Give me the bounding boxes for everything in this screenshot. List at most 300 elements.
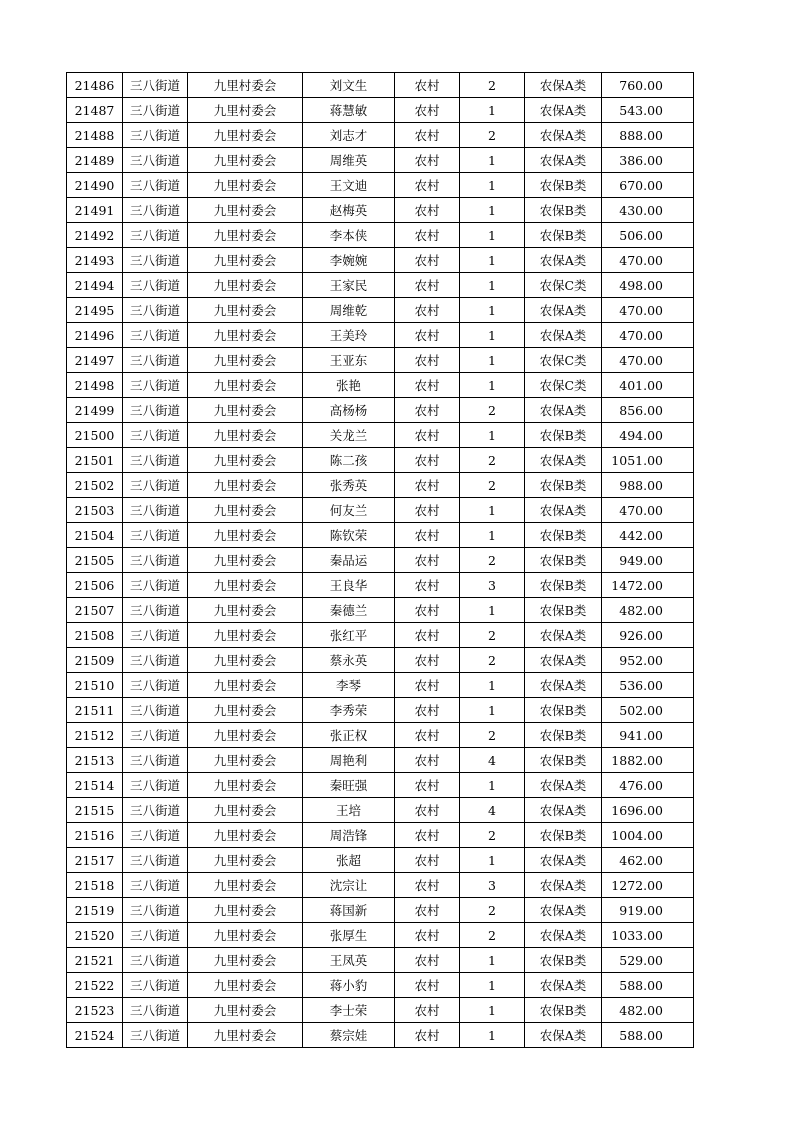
record-id-cell: 21515 (67, 798, 123, 823)
table-row (67, 398, 694, 423)
household-type-cell: 农村 (395, 773, 460, 798)
village-committee-cell: 九里村委会 (188, 948, 303, 973)
household-type-cell: 农村 (395, 698, 460, 723)
table-row (67, 673, 694, 698)
record-id-cell: 21513 (67, 748, 123, 773)
street-cell: 三八街道 (123, 848, 188, 873)
member-count-cell: 2 (460, 448, 525, 473)
amount-cell: 952.00 (602, 648, 694, 673)
village-committee-cell: 九里村委会 (188, 173, 303, 198)
records-body (67, 73, 694, 1048)
record-id-cell: 21491 (67, 198, 123, 223)
street-cell: 三八街道 (123, 273, 188, 298)
record-id-cell: 21490 (67, 173, 123, 198)
member-count-cell: 1 (460, 773, 525, 798)
person-name-cell: 蒋国新 (303, 898, 395, 923)
street-cell: 三八街道 (123, 998, 188, 1023)
street-cell: 三八街道 (123, 448, 188, 473)
insurance-category-cell: 农保A类 (525, 673, 602, 698)
table-row (67, 98, 694, 123)
person-name-cell: 刘文生 (303, 73, 395, 98)
person-name-cell: 王美玲 (303, 323, 395, 348)
insurance-category-cell: 农保B类 (525, 223, 602, 248)
member-count-cell: 1 (460, 598, 525, 623)
member-count-cell: 1 (460, 498, 525, 523)
amount-cell: 401.00 (602, 373, 694, 398)
table-row (67, 148, 694, 173)
amount-cell: 536.00 (602, 673, 694, 698)
table-row (67, 123, 694, 148)
record-id-cell: 21516 (67, 823, 123, 848)
insurance-category-cell: 农保C类 (525, 373, 602, 398)
household-type-cell: 农村 (395, 598, 460, 623)
member-count-cell: 1 (460, 373, 525, 398)
amount-cell: 1004.00 (602, 823, 694, 848)
street-cell: 三八街道 (123, 123, 188, 148)
records-table (66, 72, 694, 1048)
table-row (67, 948, 694, 973)
village-committee-cell: 九里村委会 (188, 873, 303, 898)
member-count-cell: 2 (460, 723, 525, 748)
person-name-cell: 蔡永英 (303, 648, 395, 673)
household-type-cell: 农村 (395, 223, 460, 248)
amount-cell: 506.00 (602, 223, 694, 248)
amount-cell: 588.00 (602, 1023, 694, 1048)
table-row (67, 423, 694, 448)
village-committee-cell: 九里村委会 (188, 723, 303, 748)
village-committee-cell: 九里村委会 (188, 923, 303, 948)
insurance-category-cell: 农保B类 (525, 598, 602, 623)
table-row (67, 998, 694, 1023)
street-cell: 三八街道 (123, 148, 188, 173)
record-id-cell: 21508 (67, 623, 123, 648)
person-name-cell: 王家民 (303, 273, 395, 298)
street-cell: 三八街道 (123, 823, 188, 848)
record-id-cell: 21506 (67, 573, 123, 598)
household-type-cell: 农村 (395, 398, 460, 423)
village-committee-cell: 九里村委会 (188, 698, 303, 723)
record-id-cell: 21503 (67, 498, 123, 523)
street-cell: 三八街道 (123, 398, 188, 423)
person-name-cell: 王文迪 (303, 173, 395, 198)
member-count-cell: 1 (460, 298, 525, 323)
record-id-cell: 21509 (67, 648, 123, 673)
insurance-category-cell: 农保B类 (525, 523, 602, 548)
table-row (67, 348, 694, 373)
insurance-category-cell: 农保A类 (525, 398, 602, 423)
member-count-cell: 2 (460, 898, 525, 923)
person-name-cell: 周艳利 (303, 748, 395, 773)
insurance-category-cell: 农保B类 (525, 473, 602, 498)
person-name-cell: 王培 (303, 798, 395, 823)
village-committee-cell: 九里村委会 (188, 348, 303, 373)
table-row (67, 298, 694, 323)
village-committee-cell: 九里村委会 (188, 748, 303, 773)
record-id-cell: 21520 (67, 923, 123, 948)
amount-cell: 502.00 (602, 698, 694, 723)
household-type-cell: 农村 (395, 498, 460, 523)
table-row (67, 723, 694, 748)
person-name-cell: 关龙兰 (303, 423, 395, 448)
person-name-cell: 高杨杨 (303, 398, 395, 423)
member-count-cell: 1 (460, 673, 525, 698)
household-type-cell: 农村 (395, 448, 460, 473)
member-count-cell: 1 (460, 198, 525, 223)
village-committee-cell: 九里村委会 (188, 473, 303, 498)
person-name-cell: 陈钦荣 (303, 523, 395, 548)
record-id-cell: 21524 (67, 1023, 123, 1048)
street-cell: 三八街道 (123, 773, 188, 798)
village-committee-cell: 九里村委会 (188, 998, 303, 1023)
household-type-cell: 农村 (395, 798, 460, 823)
street-cell: 三八街道 (123, 548, 188, 573)
street-cell: 三八街道 (123, 348, 188, 373)
record-id-cell: 21507 (67, 598, 123, 623)
record-id-cell: 21504 (67, 523, 123, 548)
insurance-category-cell: 农保A类 (525, 298, 602, 323)
amount-cell: 926.00 (602, 623, 694, 648)
village-committee-cell: 九里村委会 (188, 373, 303, 398)
village-committee-cell: 九里村委会 (188, 898, 303, 923)
household-type-cell: 农村 (395, 148, 460, 173)
record-id-cell: 21487 (67, 98, 123, 123)
record-id-cell: 21519 (67, 898, 123, 923)
street-cell: 三八街道 (123, 373, 188, 398)
insurance-category-cell: 农保B类 (525, 573, 602, 598)
amount-cell: 588.00 (602, 973, 694, 998)
member-count-cell: 1 (460, 848, 525, 873)
person-name-cell: 秦旺强 (303, 773, 395, 798)
village-committee-cell: 九里村委会 (188, 1023, 303, 1048)
table-row (67, 198, 694, 223)
household-type-cell: 农村 (395, 298, 460, 323)
amount-cell: 482.00 (602, 998, 694, 1023)
table-row (67, 473, 694, 498)
street-cell: 三八街道 (123, 648, 188, 673)
record-id-cell: 21518 (67, 873, 123, 898)
record-id-cell: 21497 (67, 348, 123, 373)
amount-cell: 1472.00 (602, 573, 694, 598)
village-committee-cell: 九里村委会 (188, 273, 303, 298)
amount-cell: 1272.00 (602, 873, 694, 898)
village-committee-cell: 九里村委会 (188, 448, 303, 473)
member-count-cell: 2 (460, 473, 525, 498)
amount-cell: 462.00 (602, 848, 694, 873)
person-name-cell: 王凤英 (303, 948, 395, 973)
person-name-cell: 李士荣 (303, 998, 395, 1023)
household-type-cell: 农村 (395, 273, 460, 298)
street-cell: 三八街道 (123, 173, 188, 198)
household-type-cell: 农村 (395, 823, 460, 848)
insurance-category-cell: 农保A类 (525, 798, 602, 823)
street-cell: 三八街道 (123, 923, 188, 948)
member-count-cell: 4 (460, 798, 525, 823)
record-id-cell: 21517 (67, 848, 123, 873)
village-committee-cell: 九里村委会 (188, 298, 303, 323)
amount-cell: 543.00 (602, 98, 694, 123)
person-name-cell: 张红平 (303, 623, 395, 648)
insurance-category-cell: 农保A类 (525, 773, 602, 798)
table-row (67, 173, 694, 198)
record-id-cell: 21498 (67, 373, 123, 398)
person-name-cell: 王亚东 (303, 348, 395, 373)
member-count-cell: 1 (460, 223, 525, 248)
member-count-cell: 1 (460, 948, 525, 973)
amount-cell: 1696.00 (602, 798, 694, 823)
record-id-cell: 21521 (67, 948, 123, 973)
amount-cell: 529.00 (602, 948, 694, 973)
insurance-category-cell: 农保A类 (525, 98, 602, 123)
insurance-category-cell: 农保A类 (525, 123, 602, 148)
household-type-cell: 农村 (395, 873, 460, 898)
street-cell: 三八街道 (123, 1023, 188, 1048)
member-count-cell: 2 (460, 123, 525, 148)
street-cell: 三八街道 (123, 573, 188, 598)
table-row (67, 273, 694, 298)
household-type-cell: 农村 (395, 198, 460, 223)
member-count-cell: 1 (460, 698, 525, 723)
household-type-cell: 农村 (395, 173, 460, 198)
table-row (67, 598, 694, 623)
amount-cell: 470.00 (602, 248, 694, 273)
table-row (67, 448, 694, 473)
table-row (67, 1023, 694, 1048)
village-committee-cell: 九里村委会 (188, 148, 303, 173)
street-cell: 三八街道 (123, 748, 188, 773)
record-id-cell: 21500 (67, 423, 123, 448)
record-id-cell: 21488 (67, 123, 123, 148)
person-name-cell: 张秀英 (303, 473, 395, 498)
household-type-cell: 农村 (395, 973, 460, 998)
household-type-cell: 农村 (395, 723, 460, 748)
person-name-cell: 李婉婉 (303, 248, 395, 273)
amount-cell: 498.00 (602, 273, 694, 298)
street-cell: 三八街道 (123, 598, 188, 623)
record-id-cell: 21499 (67, 398, 123, 423)
amount-cell: 888.00 (602, 123, 694, 148)
person-name-cell: 蒋小豹 (303, 973, 395, 998)
table-row (67, 323, 694, 348)
household-type-cell: 农村 (395, 998, 460, 1023)
street-cell: 三八街道 (123, 423, 188, 448)
member-count-cell: 2 (460, 398, 525, 423)
village-committee-cell: 九里村委会 (188, 623, 303, 648)
person-name-cell: 赵梅英 (303, 198, 395, 223)
village-committee-cell: 九里村委会 (188, 798, 303, 823)
amount-cell: 1033.00 (602, 923, 694, 948)
insurance-category-cell: 农保A类 (525, 248, 602, 273)
member-count-cell: 2 (460, 648, 525, 673)
amount-cell: 1051.00 (602, 448, 694, 473)
member-count-cell: 2 (460, 623, 525, 648)
village-committee-cell: 九里村委会 (188, 323, 303, 348)
table-row (67, 973, 694, 998)
village-committee-cell: 九里村委会 (188, 973, 303, 998)
street-cell: 三八街道 (123, 798, 188, 823)
person-name-cell: 秦德兰 (303, 598, 395, 623)
household-type-cell: 农村 (395, 73, 460, 98)
member-count-cell: 1 (460, 1023, 525, 1048)
amount-cell: 919.00 (602, 898, 694, 923)
member-count-cell: 2 (460, 548, 525, 573)
insurance-category-cell: 农保A类 (525, 973, 602, 998)
amount-cell: 470.00 (602, 298, 694, 323)
record-id-cell: 21522 (67, 973, 123, 998)
household-type-cell: 农村 (395, 648, 460, 673)
insurance-category-cell: 农保B类 (525, 723, 602, 748)
amount-cell: 470.00 (602, 323, 694, 348)
member-count-cell: 1 (460, 173, 525, 198)
member-count-cell: 1 (460, 323, 525, 348)
amount-cell: 670.00 (602, 173, 694, 198)
member-count-cell: 2 (460, 73, 525, 98)
insurance-category-cell: 农保A类 (525, 873, 602, 898)
street-cell: 三八街道 (123, 248, 188, 273)
household-type-cell: 农村 (395, 98, 460, 123)
insurance-category-cell: 农保C类 (525, 273, 602, 298)
person-name-cell: 李琴 (303, 673, 395, 698)
member-count-cell: 1 (460, 523, 525, 548)
member-count-cell: 1 (460, 998, 525, 1023)
person-name-cell: 周维乾 (303, 298, 395, 323)
village-committee-cell: 九里村委会 (188, 123, 303, 148)
insurance-category-cell: 农保A类 (525, 923, 602, 948)
amount-cell: 988.00 (602, 473, 694, 498)
person-name-cell: 何友兰 (303, 498, 395, 523)
insurance-category-cell: 农保B类 (525, 548, 602, 573)
street-cell: 三八街道 (123, 498, 188, 523)
amount-cell: 494.00 (602, 423, 694, 448)
village-committee-cell: 九里村委会 (188, 198, 303, 223)
insurance-category-cell: 农保B类 (525, 173, 602, 198)
table-row (67, 248, 694, 273)
person-name-cell: 张超 (303, 848, 395, 873)
village-committee-cell: 九里村委会 (188, 248, 303, 273)
insurance-category-cell: 农保B类 (525, 423, 602, 448)
record-id-cell: 21486 (67, 73, 123, 98)
person-name-cell: 周浩锋 (303, 823, 395, 848)
insurance-category-cell: 农保B类 (525, 698, 602, 723)
village-committee-cell: 九里村委会 (188, 73, 303, 98)
person-name-cell: 沈宗让 (303, 873, 395, 898)
street-cell: 三八街道 (123, 623, 188, 648)
table-row (67, 573, 694, 598)
amount-cell: 941.00 (602, 723, 694, 748)
insurance-category-cell: 农保A类 (525, 648, 602, 673)
insurance-category-cell: 农保A类 (525, 323, 602, 348)
insurance-category-cell: 农保A类 (525, 448, 602, 473)
record-id-cell: 21512 (67, 723, 123, 748)
village-committee-cell: 九里村委会 (188, 848, 303, 873)
village-committee-cell: 九里村委会 (188, 223, 303, 248)
amount-cell: 470.00 (602, 348, 694, 373)
insurance-category-cell: 农保B类 (525, 823, 602, 848)
member-count-cell: 2 (460, 823, 525, 848)
household-type-cell: 农村 (395, 848, 460, 873)
street-cell: 三八街道 (123, 523, 188, 548)
table-row (67, 73, 694, 98)
amount-cell: 1882.00 (602, 748, 694, 773)
village-committee-cell: 九里村委会 (188, 498, 303, 523)
street-cell: 三八街道 (123, 898, 188, 923)
table-row (67, 548, 694, 573)
person-name-cell: 刘志才 (303, 123, 395, 148)
person-name-cell: 王良华 (303, 573, 395, 598)
household-type-cell: 农村 (395, 348, 460, 373)
village-committee-cell: 九里村委会 (188, 598, 303, 623)
household-type-cell: 农村 (395, 673, 460, 698)
household-type-cell: 农村 (395, 473, 460, 498)
street-cell: 三八街道 (123, 198, 188, 223)
insurance-category-cell: 农保A类 (525, 73, 602, 98)
amount-cell: 386.00 (602, 148, 694, 173)
household-type-cell: 农村 (395, 573, 460, 598)
village-committee-cell: 九里村委会 (188, 423, 303, 448)
household-type-cell: 农村 (395, 523, 460, 548)
amount-cell: 470.00 (602, 498, 694, 523)
village-committee-cell: 九里村委会 (188, 773, 303, 798)
insurance-category-cell: 农保A类 (525, 848, 602, 873)
amount-cell: 476.00 (602, 773, 694, 798)
table-row (67, 823, 694, 848)
street-cell: 三八街道 (123, 723, 188, 748)
table-row (67, 498, 694, 523)
amount-cell: 430.00 (602, 198, 694, 223)
person-name-cell: 张厚生 (303, 923, 395, 948)
street-cell: 三八街道 (123, 223, 188, 248)
record-id-cell: 21514 (67, 773, 123, 798)
record-id-cell: 21492 (67, 223, 123, 248)
member-count-cell: 1 (460, 348, 525, 373)
member-count-cell: 1 (460, 248, 525, 273)
amount-cell: 760.00 (602, 73, 694, 98)
street-cell: 三八街道 (123, 698, 188, 723)
record-id-cell: 21505 (67, 548, 123, 573)
insurance-category-cell: 农保A类 (525, 623, 602, 648)
record-id-cell: 21493 (67, 248, 123, 273)
record-id-cell: 21510 (67, 673, 123, 698)
insurance-category-cell: 农保B类 (525, 998, 602, 1023)
record-id-cell: 21496 (67, 323, 123, 348)
person-name-cell: 蒋慧敏 (303, 98, 395, 123)
record-id-cell: 21523 (67, 998, 123, 1023)
village-committee-cell: 九里村委会 (188, 98, 303, 123)
amount-cell: 949.00 (602, 548, 694, 573)
village-committee-cell: 九里村委会 (188, 523, 303, 548)
member-count-cell: 1 (460, 423, 525, 448)
person-name-cell: 张艳 (303, 373, 395, 398)
member-count-cell: 1 (460, 98, 525, 123)
table-row (67, 698, 694, 723)
insurance-category-cell: 农保B类 (525, 948, 602, 973)
member-count-cell: 1 (460, 973, 525, 998)
insurance-category-cell: 农保A类 (525, 148, 602, 173)
insurance-category-cell: 农保A类 (525, 498, 602, 523)
household-type-cell: 农村 (395, 623, 460, 648)
household-type-cell: 农村 (395, 548, 460, 573)
household-type-cell: 农村 (395, 248, 460, 273)
table-row (67, 223, 694, 248)
street-cell: 三八街道 (123, 973, 188, 998)
household-type-cell: 农村 (395, 948, 460, 973)
table-row (67, 523, 694, 548)
table-row (67, 773, 694, 798)
street-cell: 三八街道 (123, 73, 188, 98)
household-type-cell: 农村 (395, 898, 460, 923)
member-count-cell: 2 (460, 923, 525, 948)
household-type-cell: 农村 (395, 323, 460, 348)
street-cell: 三八街道 (123, 473, 188, 498)
